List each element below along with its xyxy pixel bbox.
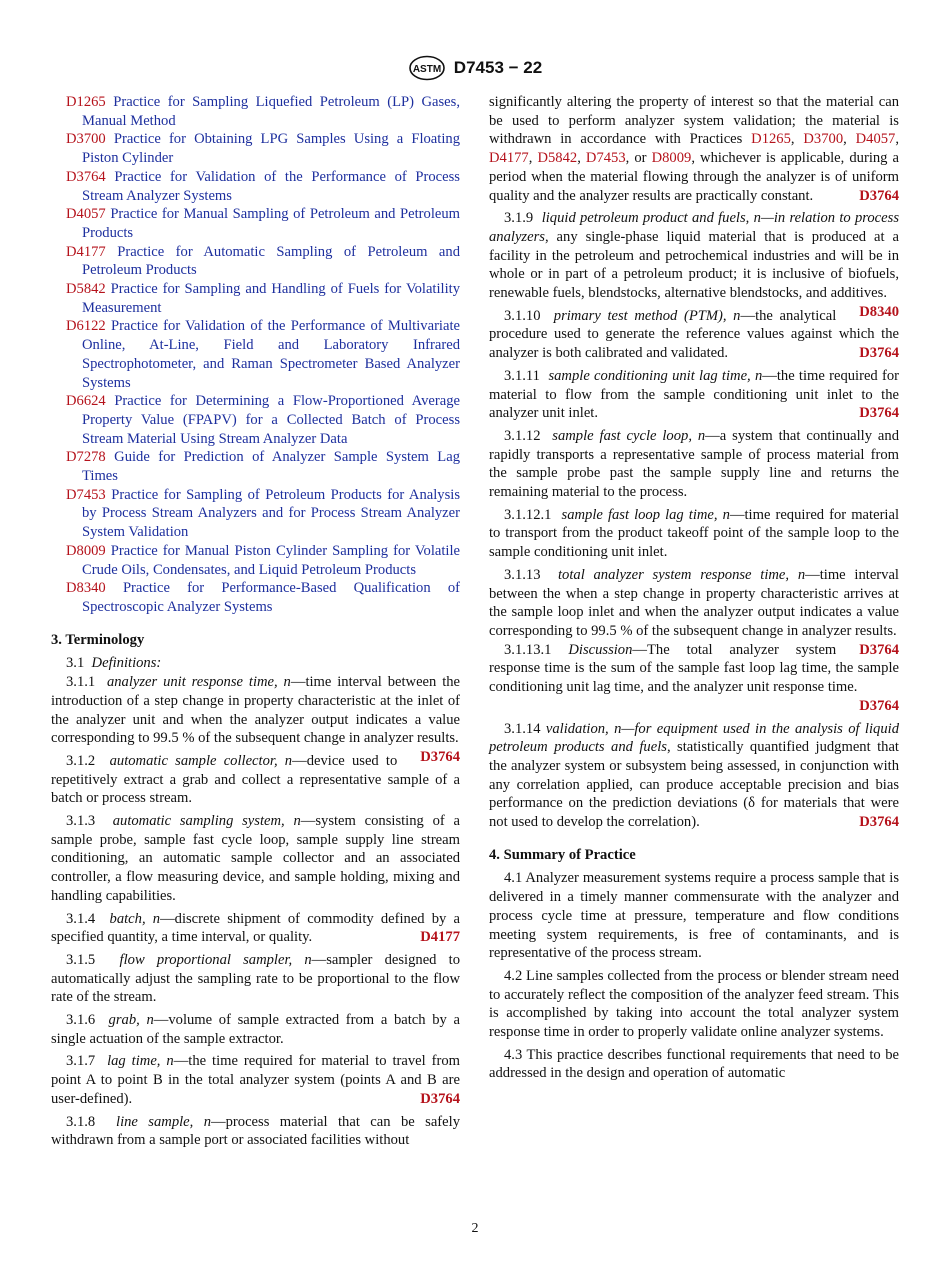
definition-item [51, 1011, 460, 1048]
reference-item [51, 168, 460, 205]
definition-text: —time required for material to transport from the product takeoff point of the sample loop to the sample conditioning unit inlet. [489, 506, 900, 561]
reference-title[interactable]: Practice for Sampling of Petroleum Products for Analysis by Process Stream Analyzers and for Process Stream Analyzer System Validation [82, 486, 460, 541]
astm-logo [408, 55, 446, 81]
definition-number: 3.1.7 [66, 1053, 96, 1070]
definitions-subheading: 3.1 Definitions: [66, 655, 162, 672]
definition-number: 3.1.2 [66, 752, 96, 769]
definition-number: 3.1.11 [504, 367, 540, 384]
reference-code-link[interactable]: D4057 [66, 206, 106, 223]
reference-title[interactable]: Practice for Manual Sampling of Petroleum and Petroleum Products [82, 206, 460, 241]
reference-item [51, 93, 460, 130]
reference-code-link[interactable]: D6122 [66, 318, 106, 335]
reference-item [51, 205, 460, 242]
definition-text: —sampler designed to automatically adjust the sampling rate to be proportional to the flow rate of the stream. [51, 951, 460, 1006]
definition-item [489, 566, 899, 658]
definition-item [51, 752, 460, 808]
ref-link[interactable]: D3764 [420, 748, 460, 765]
definition-term: lag time, n [107, 1053, 174, 1070]
ref-link[interactable]: D3764 [859, 814, 899, 831]
definition-number: 3.1.12.1 [504, 506, 552, 523]
definition-term: primary test method (PTM), n [553, 307, 741, 324]
definition-validation: 3.1.14 validation, n—for equipment used in the analysis of liquid petroleum products and fuels, statistically quantified judgment that the analyzer system or subsystem being assessed, in conjunction with any correlation applied, can produce acceptable precision and bias performance on the prediction deviations (δ for materials that were not used to develop the correlation). D3764 [489, 720, 899, 831]
definition-number: 3.1.10 [504, 307, 541, 324]
definitions-left [51, 673, 460, 1150]
reference-item [51, 486, 460, 542]
reference-item [51, 317, 460, 392]
ref-link[interactable]: D4177 [420, 929, 460, 946]
reference-item [51, 542, 460, 579]
definition-number: 3.1.3 [66, 813, 96, 830]
ref-link[interactable]: D8009 [651, 150, 692, 167]
reference-item [51, 392, 460, 448]
definition-text: —device used to repetitively extract a grab and collect a representative sample of a batch or process stream. [51, 752, 460, 807]
definition-item [51, 951, 460, 1007]
section-3-heading: 3. Terminology [51, 631, 145, 648]
ref-link[interactable]: D3764 [859, 405, 899, 422]
svg-text:ASTM: ASTM [412, 64, 441, 75]
definition-term: sample fast loop lag time, n [561, 506, 730, 523]
reference-code-link[interactable]: D6624 [66, 393, 106, 410]
definition-number: 3.1.6 [66, 1012, 96, 1029]
definition-item [51, 1113, 460, 1150]
definition-text: —the time required for material to flow from the sample conditioning unit inlet to the analyzer unit inlet. [489, 367, 899, 422]
definition-item [489, 427, 899, 502]
page-header [0, 55, 950, 81]
definition-text: —the time required for material to travel from point A to point B in the total analyzer system (points A and B are user-defined). [51, 1053, 460, 1107]
reference-title[interactable]: Practice for Sampling and Handling of Fuels for Volatility Measurement [82, 281, 460, 316]
definition-text: —discrete shipment of commodity defined by a specified quantity, a time interval, or quality. [51, 910, 460, 946]
ref-link[interactable]: D3764 [420, 1090, 460, 1107]
ref-link[interactable]: D3764 [859, 187, 899, 204]
reference-code-link[interactable]: D7453 [66, 486, 106, 503]
reference-title[interactable]: Practice for Automatic Sampling of Petroleum and Petroleum Products [82, 243, 461, 279]
paragraph-4-1: 4.1 Analyzer measurement systems require a process sample that is delivered in a timely manner commensurate with the analyzer and process cycle time at pressure, temperature and flow conditions meeting system requirements, is free of contaminants, and is representative of the process stream. [489, 870, 899, 962]
reference-title[interactable]: Practice for Obtaining LPG Samples Using a Floating Piston Cylinder [82, 131, 460, 167]
ref-link[interactable]: D3764 [859, 697, 899, 714]
ref-link[interactable]: D4057 [855, 131, 896, 148]
definition-number: 3.1.13 [504, 566, 541, 583]
reference-code-link[interactable]: D8009 [66, 542, 106, 559]
definition-number: 3.1.1 [66, 674, 96, 691]
definition-term: batch, n [109, 910, 161, 927]
ref-link[interactable]: D5842 [537, 150, 578, 167]
reference-item [51, 579, 460, 616]
reference-title[interactable]: Practice for Validation of the Performance of Multivariate Online, At-Line, Field and Laboratory Infrared Spectrophotometer, and Raman Spectrometer Based Analyzer Systems [82, 318, 460, 391]
definition-term: analyzer unit response time, n [106, 674, 291, 691]
definition-item [51, 1052, 460, 1108]
definition-term: automatic sample collector, n [109, 752, 293, 769]
reference-code-link[interactable]: D3764 [66, 168, 106, 185]
definition-text: —process material that can be safely withdrawn from a sample port or associated facilities without [51, 1113, 460, 1149]
definition-term: liquid petroleum product and fuels, n—in relation to process analyzers [489, 210, 899, 245]
reference-title[interactable]: Practice for Validation of the Performance of Process Stream Analyzer Systems [82, 168, 460, 204]
right-column [489, 93, 899, 1083]
line-sample-continuation: significantly altering the property of interest so that the material can be used to perform analyzer system validation; the material is withdrawn in accordance with Practices D1265, D3700, D4057, D4177, D5842, D7453, or D8009, whichever is applicable, during a period when the material flowing through the analyzer is of uniform quality and the analyzer results are practically constant. D3764 [489, 94, 900, 204]
definition-text: —the analytical procedure used to generate the reference values against which the analyzer is both calibrated and validated. [489, 307, 899, 362]
definition-discussion: 3.1.13.1 Discussion—The total analyzer system response time is the sum of the sample fast loop lag time, the sample conditioning unit lag time, and the analyzer unit response time. D3764 [489, 641, 899, 714]
reference-item [51, 130, 460, 167]
definition-item [51, 812, 460, 906]
definition-number: 3.1.9 [504, 210, 534, 227]
reference-code-link[interactable]: D3700 [66, 131, 106, 148]
definition-text: , any single-phase liquid material that is produced at a facility in the petroleum and petrochemical industries and will be in whole or in part of a petroleum product; it is inclusive of biofuels, renewable fuels, blendstocks, alternative blendstocks, and additives. [489, 228, 899, 302]
reference-code-link[interactable]: D8340 [66, 580, 106, 597]
reference-code-link[interactable]: D1265 [66, 94, 106, 110]
reference-title[interactable]: Practice for Determining a Flow-Proportioned Average Property Value (FPAPV) for a Collected Batch of Process Stream Material Using Stream Analyzer Data [82, 393, 460, 447]
definition-text: —volume of sample extracted from a batch by a single actuation of the sample extractor. [51, 1012, 461, 1047]
ref-link[interactable]: D3700 [803, 131, 844, 148]
definitions-right [489, 209, 900, 658]
ref-link[interactable]: D1265 [751, 131, 791, 148]
definition-term: automatic sampling system, n [112, 813, 301, 830]
reference-item [51, 243, 460, 280]
reference-title[interactable]: Practice for Sampling Liquefied Petroleum (LP) Gases, Manual Method [82, 94, 460, 129]
page-number: 2 [471, 1221, 479, 1236]
definition-text: —a system that continually and rapidly transports a representative sample of process material from the sample probe past the sample supply line and returns the remaining material to the process. [489, 427, 899, 501]
left-column [51, 93, 460, 1150]
definition-term: sample fast cycle loop, n [552, 427, 706, 444]
ref-link[interactable]: D4177 [489, 150, 529, 167]
definition-item [489, 307, 899, 363]
reference-code-link[interactable]: D7278 [66, 449, 106, 466]
definition-number: 3.1.12 [504, 427, 541, 444]
definition-item [51, 910, 460, 947]
reference-code-link[interactable]: D5842 [66, 281, 106, 298]
definition-text: —time interval between the introduction of a step change in property characteristic at the inlet of the analyzer unit and when the analyzer output indicates a value corresponding to 99.5 % of the subsequent change in analyzer results. [51, 674, 461, 747]
definition-item [489, 367, 899, 423]
definition-term: sample conditioning unit lag time, n [548, 367, 763, 384]
reference-item [51, 448, 460, 485]
ref-link[interactable]: D8340 [859, 303, 899, 320]
definition-term: line sample, n [116, 1113, 212, 1130]
definition-number: 3.1.8 [66, 1113, 96, 1130]
ref-link[interactable]: D7453 [585, 150, 626, 167]
reference-title[interactable]: Practice for Performance-Based Qualification of Spectroscopic Analyzer Systems [82, 580, 460, 615]
reference-list [51, 93, 460, 617]
paragraph-4-3: 4.3 This practice describes functional requirements that need to be addressed in the design and operation of automatic [489, 1046, 899, 1082]
definition-text: —time interval between the when a step change in property characteristic arrives at the sample loop inlet and when the analyzer output indicates a value corresponding to 99.5 % of the subsequent change in analyzer results. [489, 566, 899, 639]
definition-number: 3.1.5 [66, 951, 96, 968]
reference-item [51, 280, 460, 317]
reference-code-link[interactable]: D4177 [66, 243, 106, 260]
definition-text: —system consisting of a sample probe, sample fast cycle loop, sample supply line stream conditioning, an automatic sample collector and an associated controller, a flow measuring device, and sample holding, mixing and handling capabilities. [51, 813, 460, 904]
reference-title[interactable]: Guide for Prediction of Analyzer Sample System Lag Times [82, 449, 460, 485]
document-code: D7453 − 22 [453, 58, 543, 77]
definition-item [489, 506, 899, 562]
definition-term: flow proportional sampler, n [119, 951, 312, 968]
paragraph-4-2: 4.2 Line samples collected from the process or blender stream need to accurately reflect the composition of the analyzer feed stream. This is accomplished by taking into account the total analyzer system response time in order to properly validate online analyzer systems. [489, 967, 899, 1041]
definition-number: 3.1.4 [66, 910, 96, 927]
definition-term: grab, n [108, 1012, 154, 1029]
ref-link[interactable]: D3764 [859, 345, 899, 362]
ref-link[interactable]: D3764 [859, 641, 899, 658]
section-4-heading: 4. Summary of Practice [489, 846, 636, 863]
definition-term: total analyzer system response time, n [558, 566, 806, 583]
reference-title[interactable]: Practice for Manual Piston Cylinder Sampling for Volatile Crude Oils, Condensates, and Liquid Petroleum Products [82, 542, 460, 578]
